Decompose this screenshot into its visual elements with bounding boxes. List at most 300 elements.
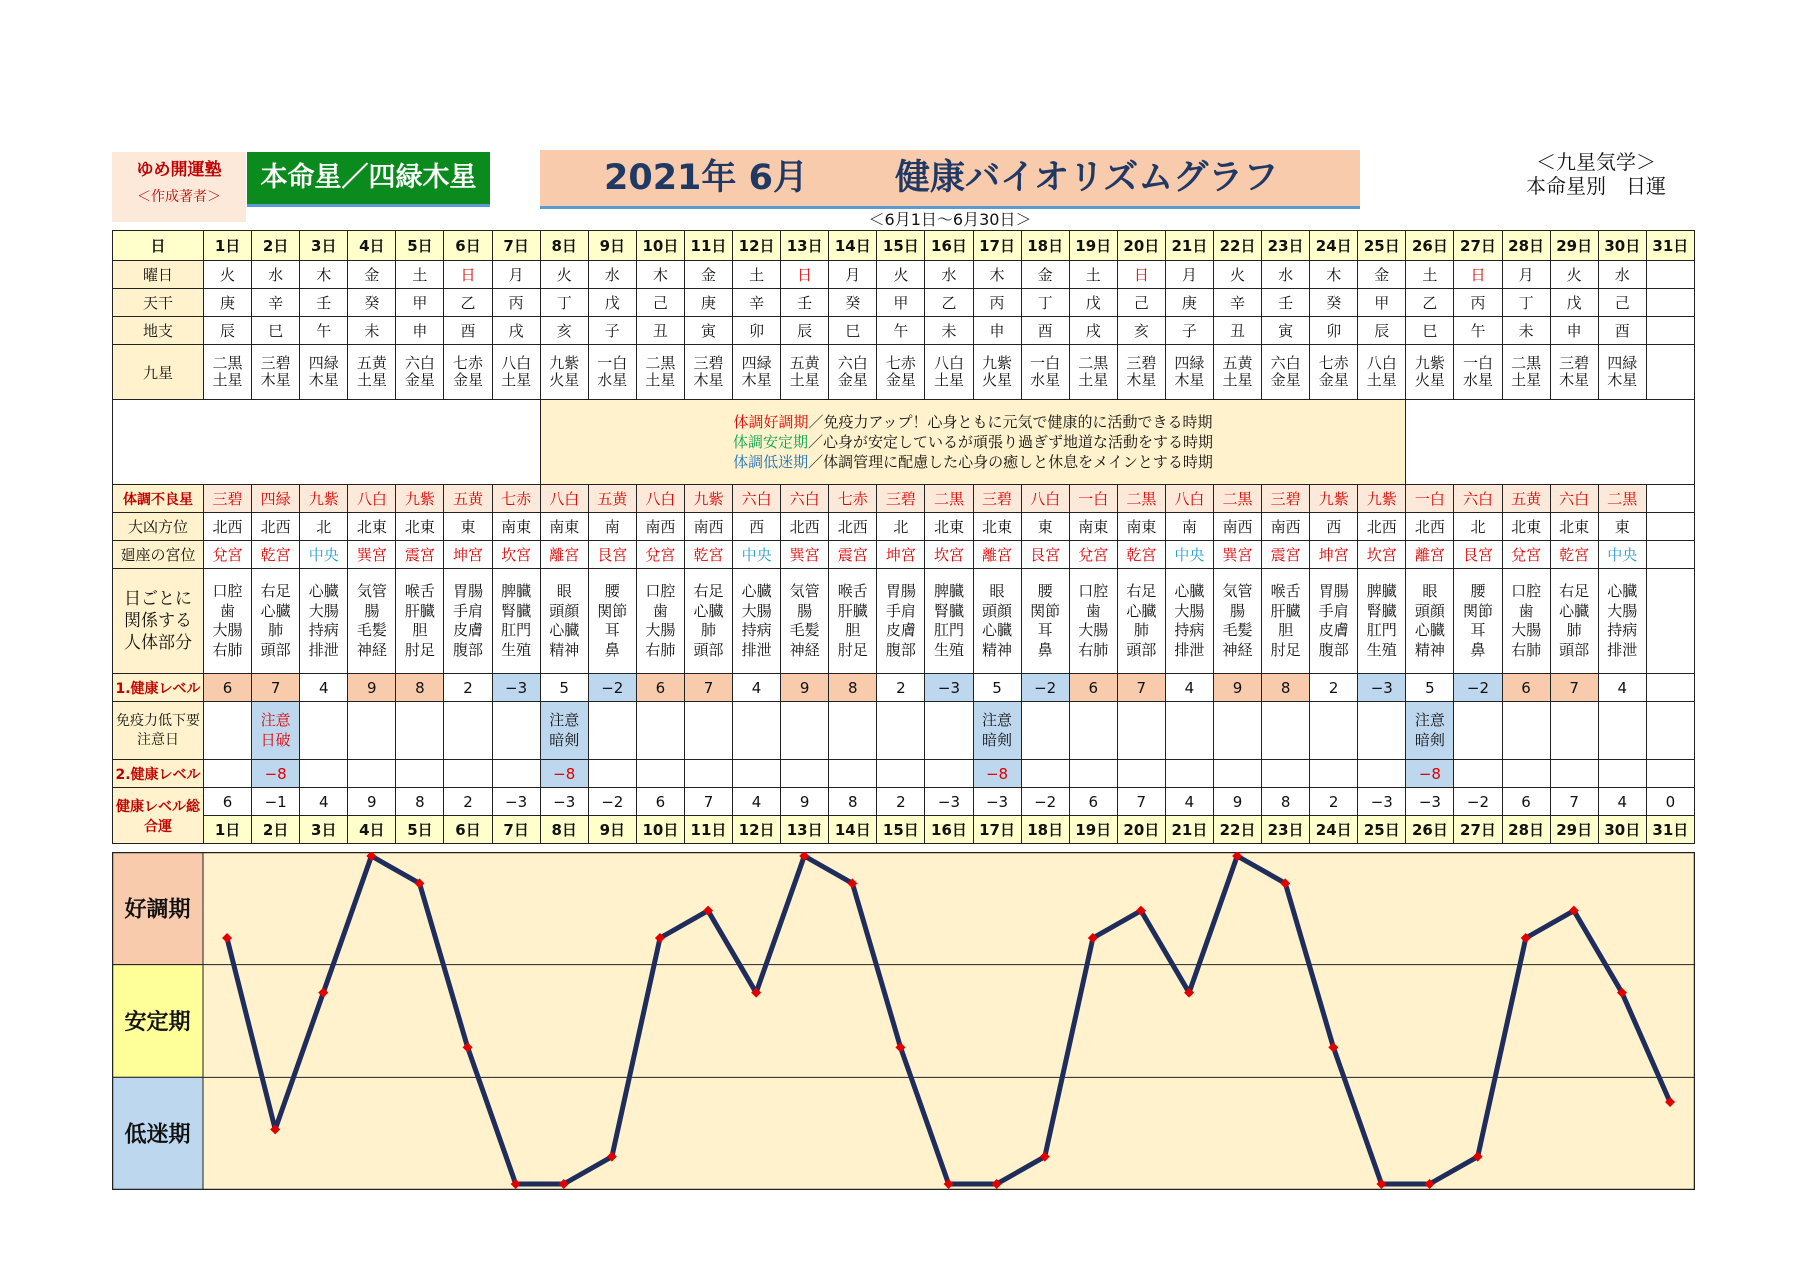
day-cell: 21日 [1165,231,1213,261]
kyo-cell: 南東 [540,513,588,541]
total-cell: 9 [781,788,829,816]
kaiza-cell: 兌宮 [1069,541,1117,569]
weekday-cell: 月 [1165,261,1213,289]
kyusei-top: 四緑 [308,353,339,372]
chishi-cell: 戌 [1069,317,1117,345]
kyo-cell: 北西 [252,513,300,541]
chishi-cell: 未 [348,317,396,345]
kyusei-top: 七赤 [453,353,484,372]
body-part: 腰 [1037,582,1053,600]
kyusei-cell [1213,345,1261,400]
body-part: 肝臓 [837,601,868,620]
weekday-cell: 金 [1358,261,1406,289]
fucho-cell: 九紫 [396,485,444,513]
kyusei-cell [540,345,588,400]
level1-cell: 4 [1165,674,1213,702]
kyusei-bottom: 木星 [741,371,772,389]
kyusei-cell [1550,345,1598,400]
kyusei-top: 三碧 [1126,353,1157,372]
body-part: 手肩 [885,601,916,620]
fucho-cell: 四緑 [252,485,300,513]
level2-cell [1021,760,1069,788]
body-part: 生殖 [501,640,532,659]
kyusei-bottom: 木星 [1174,371,1205,389]
kyusei-cell [396,345,444,400]
level2-cell [492,760,540,788]
level1-cell: 8 [396,674,444,702]
brand-name: ゆめ開運塾 [136,160,222,180]
immune-row [113,702,1695,760]
day-label: 日 [113,231,204,261]
weekday-cell: 月 [1502,261,1550,289]
kyusei-bottom: 金星 [837,371,868,389]
fucho-cell: 七赤 [829,485,877,513]
kyo-cell: 南西 [684,513,732,541]
tenkan-cell: 戊 [1069,289,1117,317]
kyusei-cell [492,345,540,400]
total-cell: −3 [1358,788,1406,816]
body-parts-cell [1646,569,1694,674]
day-cell: 5日 [396,231,444,261]
kyo-cell: 南西 [1262,513,1310,541]
body-parts-cell [1358,569,1406,674]
day-bottom-cell: 15日 [877,816,925,844]
body-part: 胃腸 [453,582,484,600]
total-cell: 4 [1165,788,1213,816]
body-part: 肺 [268,621,284,639]
weekday-cell: 水 [252,261,300,289]
kyo-cell: 南東 [492,513,540,541]
kyusei-cell [973,345,1021,400]
immune-cell [1454,702,1502,760]
weekday-cell: 火 [877,261,925,289]
fucho-cell: 六白 [1454,485,1502,513]
level2-cell [1165,760,1213,788]
kyusei-bottom: 土星 [789,371,820,389]
day-cell: 3日 [300,231,348,261]
body-part: 心臓 [982,621,1013,639]
body-parts-cell [588,569,636,674]
body-part: 右肺 [1511,640,1542,659]
body-part: 喉舌 [837,582,868,600]
total-cell: 9 [1213,788,1261,816]
immune-cell [1646,702,1694,760]
weekday-cell: 木 [636,261,684,289]
tenkan-cell: 戊 [1550,289,1598,317]
day-bottom-cell: 11日 [684,816,732,844]
level1-cell: 8 [1262,674,1310,702]
day-bottom-cell: 26日 [1406,816,1454,844]
kyusei-bottom: 火星 [982,371,1013,389]
band-label: 安定期 [124,1010,191,1035]
kyusei-top: 九紫 [982,353,1013,372]
body-part: 頭顔 [1414,601,1445,620]
kyusei-bottom: 火星 [1414,371,1445,389]
kaiza-cell: 乾宮 [1117,541,1165,569]
body-parts-cell [1310,569,1358,674]
total-cell: 9 [348,788,396,816]
kaiza-row [113,541,1695,569]
level2-cell [396,760,444,788]
body-part: 歯 [1518,601,1534,620]
body-part: 鼻 [604,640,620,659]
day-cell: 16日 [925,231,973,261]
kaiza-cell: 震宮 [1262,541,1310,569]
total-cell: −1 [252,788,300,816]
immune-cell [733,702,781,760]
kaiza-cell: 巽宮 [781,541,829,569]
kyusei-bottom: 土星 [1511,371,1542,389]
body-part: 鼻 [1037,640,1053,659]
chishi-cell: 午 [1454,317,1502,345]
kyo-cell: 南東 [1069,513,1117,541]
tenkan-cell: 壬 [1262,289,1310,317]
level2-cell: −8 [540,760,588,788]
body-part: 頭部 [693,640,724,659]
fucho-cell: 九紫 [684,485,732,513]
chishi-cell: 寅 [1262,317,1310,345]
body-part: 神経 [789,640,820,659]
body-parts-cell [684,569,732,674]
kyusei-bottom: 火星 [549,371,580,389]
day-cell: 11日 [684,231,732,261]
fucho-label: 体調不良星 [113,485,204,513]
body-part: 精神 [982,640,1013,659]
kyo-cell: 南 [588,513,636,541]
level2-cell [1598,760,1646,788]
level1-cell: 9 [781,674,829,702]
weekday-cell: 水 [588,261,636,289]
total-label: 健康レベル総合運 [113,788,204,844]
level2-cell [1262,760,1310,788]
fucho-cell: 五黄 [588,485,636,513]
body-part: 心臓 [741,582,772,600]
kyo-label: 大凶方位 [113,513,204,541]
immune-cell [684,702,732,760]
day-cell: 30日 [1598,231,1646,261]
body-part: 肛門 [501,621,532,639]
day-bottom-cell: 28日 [1502,816,1550,844]
chishi-cell: 亥 [1117,317,1165,345]
day-cell: 18日 [1021,231,1069,261]
day-bottom-cell: 1日 [204,816,252,844]
kyo-cell: 北東 [348,513,396,541]
day-bottom-cell: 2日 [252,816,300,844]
chishi-cell: 巳 [829,317,877,345]
chishi-cell: 戌 [492,317,540,345]
day-bottom-cell: 4日 [348,816,396,844]
kyusei-top: 三碧 [260,353,291,372]
calendar-grid [112,230,1695,844]
chishi-cell [1646,317,1694,345]
weekday-cell: 日 [1117,261,1165,289]
level1-cell: 9 [1213,674,1261,702]
body-part: 右肺 [645,640,676,659]
fucho-cell: 六白 [733,485,781,513]
tenkan-cell: 癸 [1310,289,1358,317]
body-part: 鼻 [1470,640,1486,659]
title-box [540,150,1360,209]
description-text: ／心身が安定しているが頑張り過ぎず地道な活動をする時期 [808,432,1214,451]
kyusei-cell [684,345,732,400]
day-cell: 23日 [1262,231,1310,261]
level1-label: 1.健康レベル [113,674,204,702]
chishi-cell: 丑 [1213,317,1261,345]
kyo-cell: 北 [1454,513,1502,541]
level2-cell [1117,760,1165,788]
body-parts-cell [1550,569,1598,674]
body-part: 右足 [1559,582,1590,600]
body-parts-cell [204,569,252,674]
day-bottom-cell: 31日 [1646,816,1694,844]
description-blank-right [1406,400,1695,485]
kyusei-top: 六白 [404,353,435,372]
chishi-cell: 午 [300,317,348,345]
day-bottom-cell: 25日 [1358,816,1406,844]
day-cell: 13日 [781,231,829,261]
weekday-row [113,261,1695,289]
body-parts-cell [300,569,348,674]
kyusei-bottom: 土星 [933,371,964,389]
level2-cell [204,760,252,788]
biorhythm-chart [112,852,1695,1190]
weekday-cell: 日 [444,261,492,289]
tenkan-cell: 丁 [1021,289,1069,317]
body-part: 腹部 [453,640,484,659]
tenkan-cell: 丙 [973,289,1021,317]
total-cell: −2 [1454,788,1502,816]
kyusei-row [113,345,1695,400]
body-part: 頭部 [1559,640,1590,659]
body-part: 右肺 [212,640,243,659]
kyo-cell: 西 [1310,513,1358,541]
weekday-cell: 木 [973,261,1021,289]
body-parts-cell [1165,569,1213,674]
body-part: 排泄 [308,640,339,659]
body-parts-cell [781,569,829,674]
body-part: 歯 [652,601,668,620]
level1-cell: −3 [492,674,540,702]
day-bottom-cell: 30日 [1598,816,1646,844]
total-cell: −3 [1406,788,1454,816]
kyusei-cell [588,345,636,400]
body-part: 心臓 [260,601,291,620]
day-cell: 27日 [1454,231,1502,261]
body-part: 毛髪 [356,621,387,639]
body-part: 歯 [220,601,236,620]
weekday-cell: 木 [300,261,348,289]
tenkan-cell: 丁 [1502,289,1550,317]
tenkan-cell: 癸 [348,289,396,317]
kyusei-bottom: 土星 [212,371,243,389]
body-part: 口腔 [212,582,243,600]
kyusei-cell [444,345,492,400]
kyusei-bottom: 金星 [453,371,484,389]
kyo-cell [1646,513,1694,541]
day-bottom-cell: 10日 [636,816,684,844]
level1-row [113,674,1695,702]
fucho-cell: 一白 [1406,485,1454,513]
kaiza-cell: 巽宮 [348,541,396,569]
body-part: 肛門 [933,621,964,639]
body-part: 皮膚 [885,621,916,639]
day-bottom-cell: 14日 [829,816,877,844]
day-cell: 31日 [1646,231,1694,261]
total-cell: 8 [1262,788,1310,816]
description-line [541,452,1406,472]
level1-cell: 4 [1598,674,1646,702]
immune-cell [204,702,252,760]
weekday-cell [1646,261,1694,289]
kyusei-cell [781,345,829,400]
tenkan-cell: 乙 [444,289,492,317]
day-cell: 14日 [829,231,877,261]
level2-row [113,760,1695,788]
level1-cell: −2 [588,674,636,702]
immune-cell [1117,702,1165,760]
tenkan-row [113,289,1695,317]
level1-cell: 2 [877,674,925,702]
kaiza-cell: 兌宮 [1502,541,1550,569]
tenkan-cell: 丁 [540,289,588,317]
body-parts-row [113,569,1695,674]
body-parts-cell [1069,569,1117,674]
kyusei-line1: ＜九星気学＞ [1536,150,1656,174]
level1-cell: −3 [1358,674,1406,702]
day-cell: 7日 [492,231,540,261]
kyusei-cell [636,345,684,400]
body-part: 大腸 [1511,621,1542,639]
fucho-cell: 九紫 [1310,485,1358,513]
body-parts-cell [1213,569,1261,674]
kyusei-label: 九星 [113,345,204,400]
fucho-cell: 二黒 [1598,485,1646,513]
body-part: 大腸 [741,601,772,620]
fucho-cell [1646,485,1694,513]
day-bottom-cell: 6日 [444,816,492,844]
level1-cell: −2 [1021,674,1069,702]
body-part: 心臓 [1414,621,1445,639]
kyusei-bottom: 土星 [356,371,387,389]
kyo-cell: 北東 [1502,513,1550,541]
body-part: 気管 [1222,582,1253,600]
body-part: 関節 [1462,601,1493,620]
body-part: 腸 [364,601,380,620]
body-part: 胆 [845,621,861,639]
fucho-cell: 二黒 [925,485,973,513]
body-part: 頭顔 [549,601,580,620]
body-parts-cell [540,569,588,674]
kyo-cell: 北西 [204,513,252,541]
total-cell: 4 [733,788,781,816]
kyusei-bottom: 土星 [501,371,532,389]
chishi-label: 地支 [113,317,204,345]
description-box [540,400,1406,485]
kyusei-bottom: 水星 [1030,371,1061,389]
level1-cell: 9 [348,674,396,702]
day-bottom-cell: 8日 [540,816,588,844]
weekday-cell: 金 [1021,261,1069,289]
fucho-cell: 九紫 [300,485,348,513]
day-bottom-cell: 27日 [1454,816,1502,844]
level2-cell [684,760,732,788]
chishi-cell: 巳 [252,317,300,345]
total-cell: 7 [1550,788,1598,816]
level1-cell: 6 [636,674,684,702]
level1-cell: 5 [973,674,1021,702]
tenkan-cell: 己 [1117,289,1165,317]
chishi-cell: 卯 [1310,317,1358,345]
body-parts-cell [925,569,973,674]
day-bottom-cell: 3日 [300,816,348,844]
kyo-cell: 北東 [973,513,1021,541]
total-cell: 8 [829,788,877,816]
day-cell: 22日 [1213,231,1261,261]
kyusei-bottom: 木星 [308,371,339,389]
body-part: 腎臓 [933,601,964,620]
kyusei-cell [300,345,348,400]
body-part: 持病 [741,621,772,639]
kyusei-cell [1502,345,1550,400]
body-part: 肘足 [404,640,435,659]
kyusei-cell [1358,345,1406,400]
weekday-cell: 水 [925,261,973,289]
chishi-cell: 酉 [1598,317,1646,345]
weekday-cell: 火 [1550,261,1598,289]
fucho-cell: 一白 [1069,485,1117,513]
body-part: 心臓 [693,601,724,620]
body-part: 気管 [356,582,387,600]
body-part: 腰 [1470,582,1486,600]
tenkan-cell: 庚 [204,289,252,317]
level2-cell [588,760,636,788]
body-part: 脾臓 [1366,582,1397,600]
level2-cell [1550,760,1598,788]
kyusei-cell [1117,345,1165,400]
body-part: 肝臓 [1270,601,1301,620]
day-cell: 8日 [540,231,588,261]
kyo-cell: 北東 [1550,513,1598,541]
level2-cell: −8 [1406,760,1454,788]
immune-cell [1165,702,1213,760]
kyusei-bottom: 金星 [885,371,916,389]
body-part: 腹部 [885,640,916,659]
immune-notice: 注意 [549,711,580,729]
level2-cell [1213,760,1261,788]
kyusei-top: 一白 [1030,353,1061,372]
kyusei-cell [1598,345,1646,400]
tenkan-cell: 癸 [829,289,877,317]
description-term: 体調低迷期 [733,453,809,472]
day-cell: 2日 [252,231,300,261]
body-part: 神経 [1222,640,1253,659]
immune-cell [588,702,636,760]
kyo-cell: 北 [877,513,925,541]
immune-cell [540,702,588,760]
level2-cell: −8 [252,760,300,788]
kaiza-cell: 乾宮 [684,541,732,569]
body-part: 精神 [549,640,580,659]
kyusei-cell [1310,345,1358,400]
tenkan-cell: 甲 [877,289,925,317]
level2-cell [925,760,973,788]
kaiza-cell: 坎宮 [492,541,540,569]
body-parts-cell [877,569,925,674]
immune-cell [829,702,877,760]
kyusei-top: 八白 [1366,353,1397,372]
day-bottom-cell: 9日 [588,816,636,844]
honmei-title: 本命星／四緑木星 [247,152,490,207]
